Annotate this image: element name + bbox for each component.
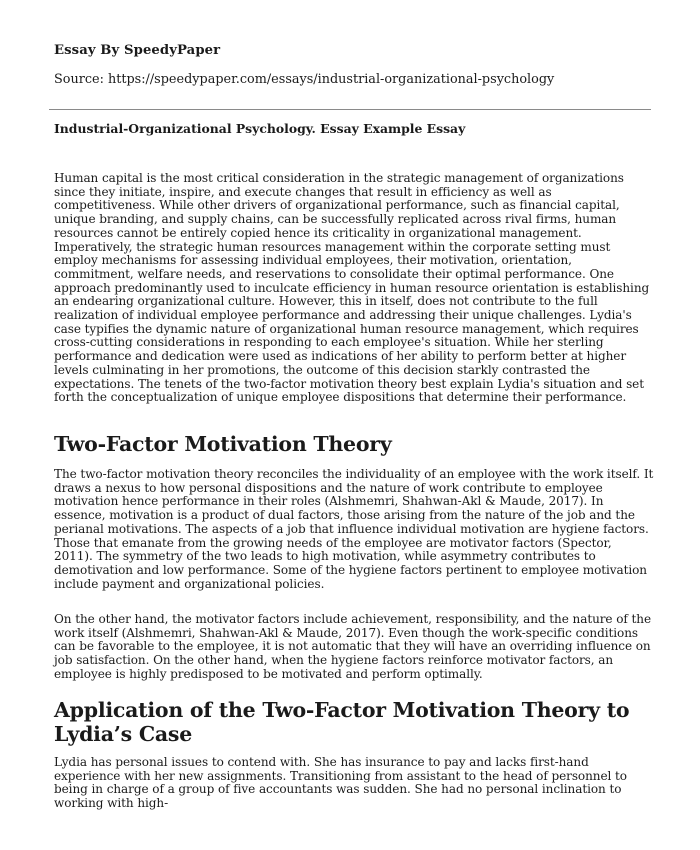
header-divider: [49, 109, 651, 110]
section1-paragraph-2: On the other hand, the motivator factors include achievement, responsibility, and the nature of the work itself (Alshmemri, Shahwan-Akl & Maude, 2017). Even though the work-specific conditions can be favorable to the employee, it is not automatic that they will have an overriding influence on job satisfaction. On the other hand, when the hygiene factors reinforce motivator factors, an employee is highly predisposed to be motivated and perform optimally.: [54, 612, 652, 681]
intro-paragraph: Human capital is the most critical consideration in the strategic management of organizations since they initiate, inspire, and execute changes that result in efficiency as well as competitiveness. While other drivers of organizational performance, such as financial capital, unique branding, and supply chains, can be successfully replicated across rival firms, human resources cannot be entirely copied hence its criticality in organizational management. Imperatively, the strategic human resources management within the corporate setting must employ mechanisms for assessing individual employees, their motivation, orientation, commitment, welfare needs, and reservations to consolidate their optimal performance. One approach predominantly used to inculcate efficiency in human resource orientation is establishing an endearing organizational culture. However, this in itself, does not contribute to the full realization of individual employee performance and addressing their unique challenges. Lydia's case typifies the dynamic nature of organizational human resource management, which requires cross-cutting considerations in responding to each employee's situation. While her sterling performance and dedication were used as indications of her ability to perform better at higher levels culminating in her promotions, the outcome of this decision starkly contrasted the expectations. The tenets of the two-factor motivation theory best explain Lydia's situation and set forth the conceptualization of unique employee dispositions that determine their performance.: [54, 171, 650, 405]
document-title: Industrial-Organizational Psychology. Essay Example Essay: [54, 121, 466, 136]
section1-paragraph-1: The two-factor motivation theory reconciles the individuality of an employee with the work itself. It draws a nexus to how personal dispositions and the nature of work contribute to employee motivation hence performance in their roles (Alshmemri, Shahwan-Akl & Maude, 2017). In essence, motivation is a product of dual factors, those arising from the nature of the job and the perianal motivations. The aspects of a job that influence individual motivation are hygiene factors. Those that emanate from the growing needs of the employee are motivator factors (Spector, 2011). The symmetry of the two leads to high motivation, while asymmetry contributes to demotivation and low performance. Some of the hygiene factors pertinent to employee motivation include payment and organizational policies.: [54, 467, 654, 591]
section-heading-two-factor: Two-Factor Motivation Theory: [54, 432, 392, 456]
source-line: Source: https://speedypaper.com/essays/industrial-organizational-psychology: [54, 72, 555, 87]
section-heading-application: Application of the Two-Factor Motivation Theory to Lydia’s Case: [54, 698, 630, 746]
section2-paragraph-1: Lydia has personal issues to contend with. She has insurance to pay and lacks first-hand experience with her new assignments. Transitioning from assistant to the head of personnel to being in charge of a group of five accountants was sudden. She had no personal inclination to working with high-: [54, 755, 627, 811]
brand-title: Essay By SpeedyPaper: [54, 43, 221, 58]
